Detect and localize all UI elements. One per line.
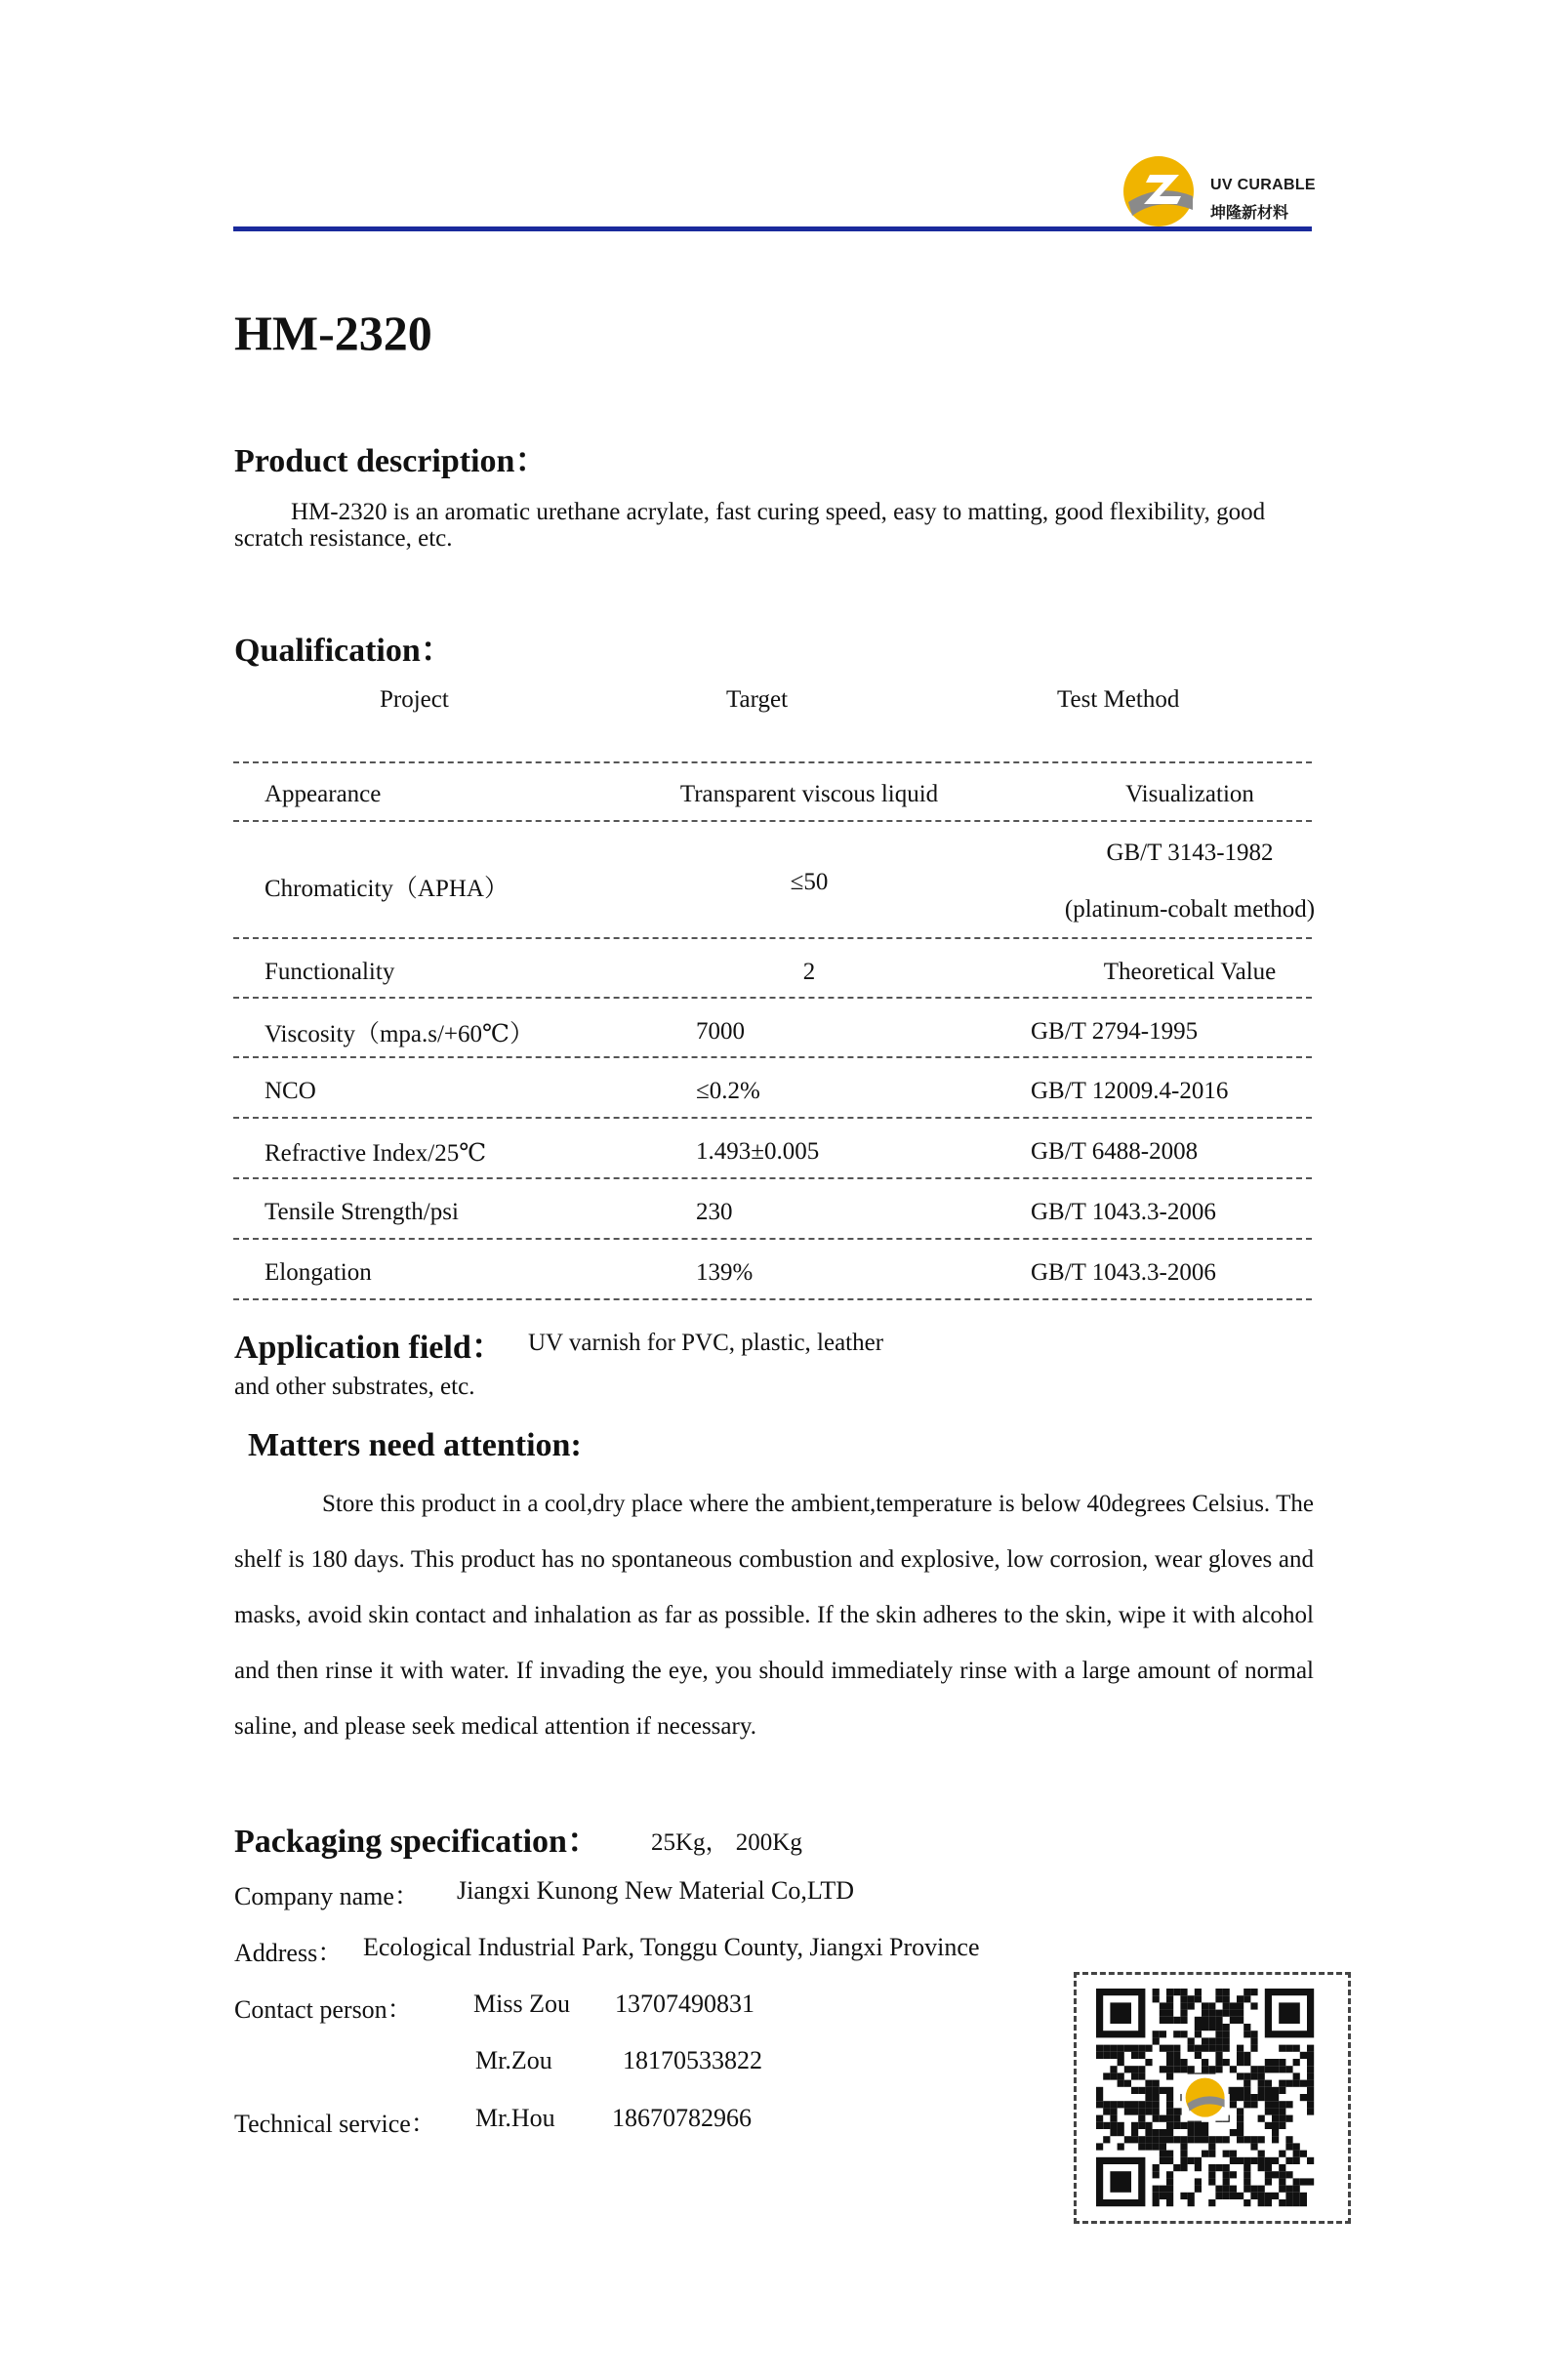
- cell-project: Elongation: [265, 1259, 372, 1286]
- cell-project: Chromaticity（APHA）: [265, 876, 509, 902]
- cell-target: 139%: [696, 1259, 754, 1286]
- technical-service-label: Technical service：: [234, 2110, 436, 2138]
- cell-target: 7000: [696, 1018, 745, 1045]
- cell-method: Theoretical Value: [1103, 959, 1277, 985]
- contact-person-label: Contact person：: [234, 1995, 413, 2024]
- table-row: [233, 763, 1312, 822]
- contact-person-name: Mr.Zou: [475, 2046, 552, 2074]
- cell-target: 230: [696, 1199, 733, 1225]
- contact-person-name: Miss Zou: [473, 1990, 570, 2018]
- table-row: [233, 1058, 1312, 1119]
- cell-project: NCO: [265, 1078, 316, 1104]
- cell-target: Transparent viscous liquid: [679, 781, 939, 807]
- table-row: [233, 1240, 1312, 1300]
- cell-target: 2: [802, 959, 816, 985]
- column-header-target: Target: [726, 686, 789, 713]
- cell-method: GB/T 3143-1982: [1106, 840, 1274, 866]
- description-heading: Product description：: [234, 443, 549, 479]
- product-code-title: HM-2320: [234, 306, 432, 360]
- technical-service-phone: 18670782966: [612, 2104, 752, 2132]
- table-row: [233, 1179, 1312, 1240]
- table-row: [233, 822, 1316, 939]
- cell-project: Viscosity（mpa.s/+60℃）: [265, 1021, 534, 1047]
- logo-text: UV CURABLE: [1210, 177, 1316, 193]
- company-label: Company name：: [234, 1882, 420, 1910]
- cell-method: GB/T 1043.3-2006: [1031, 1199, 1216, 1225]
- attention-text: Store this product in a cool,dry place where the ambient,temperature is below 40degrees Celsius. The shelf is 180 days. This product has no spontaneous combustion and explosive, low corrosion, wear gloves and masks, avoid skin contact and inhalation as far as possible. If the skin adheres to the skin, wipe it with alcohol and then rinse it with water. If invading the eye, you should immediately rinse with a large amount of normal saline, and please seek medical attention if necessary.: [234, 1491, 1314, 1740]
- technical-service-name: Mr.Hou: [475, 2104, 555, 2132]
- qualification-table: [233, 678, 1316, 1300]
- cell-project: Refractive Index/25℃: [265, 1140, 487, 1167]
- cell-method: GB/T 1043.3-2006: [1031, 1259, 1216, 1286]
- attention-heading: Matters need attention:: [248, 1427, 582, 1463]
- logo-mark-icon: [1121, 153, 1197, 229]
- column-header-test-method: Test Method: [1057, 686, 1180, 713]
- packaging-value: 25Kg， 200Kg: [651, 1829, 802, 1856]
- cell-method: GB/T 12009.4-2016: [1031, 1078, 1229, 1104]
- column-header-project: Project: [380, 686, 449, 713]
- cell-project: Tensile Strength/psi: [265, 1199, 459, 1225]
- address-value: Ecological Industrial Park, Tonggu County, Jiangxi Province: [363, 1933, 980, 1961]
- application-heading: Application field：: [234, 1330, 505, 1366]
- address-label: Address：: [234, 1939, 344, 1967]
- cell-method: GB/T 2794-1995: [1031, 1018, 1199, 1045]
- company-logo: [1121, 151, 1316, 229]
- cell-target: 1.493±0.005: [696, 1138, 820, 1165]
- packaging-heading: Packaging specification：: [234, 1824, 600, 1860]
- contact-person-phone: 18170533822: [623, 2046, 762, 2074]
- header-rule: [233, 226, 1312, 231]
- description-text: HM-2320 is an aromatic urethane acrylate, fast curing speed, easy to matting, good flexibility, good scratch resistance, etc.: [234, 499, 1266, 552]
- qr-code: [1074, 1972, 1351, 2224]
- qr-code-icon: [1077, 1975, 1348, 2221]
- cell-method: GB/T 6488-2008: [1031, 1138, 1199, 1165]
- cell-method: Visualization: [1125, 781, 1254, 807]
- company-value: Jiangxi Kunong New Material Co,LTD: [457, 1876, 855, 1905]
- contact-person-phone: 13707490831: [615, 1990, 754, 2018]
- cell-target: ≤50: [790, 869, 829, 895]
- cell-target: ≤0.2%: [696, 1078, 760, 1104]
- qualification-heading: Qualification：: [234, 633, 454, 669]
- table-row: [233, 1119, 1312, 1179]
- table-row: [233, 999, 1312, 1058]
- logo-text-cn: 坤隆新材料: [1210, 203, 1289, 222]
- application-text-continued: and other substrates, etc.: [234, 1374, 475, 1400]
- cell-method-note: (platinum-cobalt method): [1064, 896, 1316, 923]
- application-text: UV varnish for PVC, plastic, leather: [528, 1330, 884, 1356]
- cell-project: Functionality: [265, 959, 395, 985]
- table-header-row: [233, 678, 1312, 763]
- table-row: [233, 939, 1312, 999]
- cell-project: Appearance: [265, 781, 382, 807]
